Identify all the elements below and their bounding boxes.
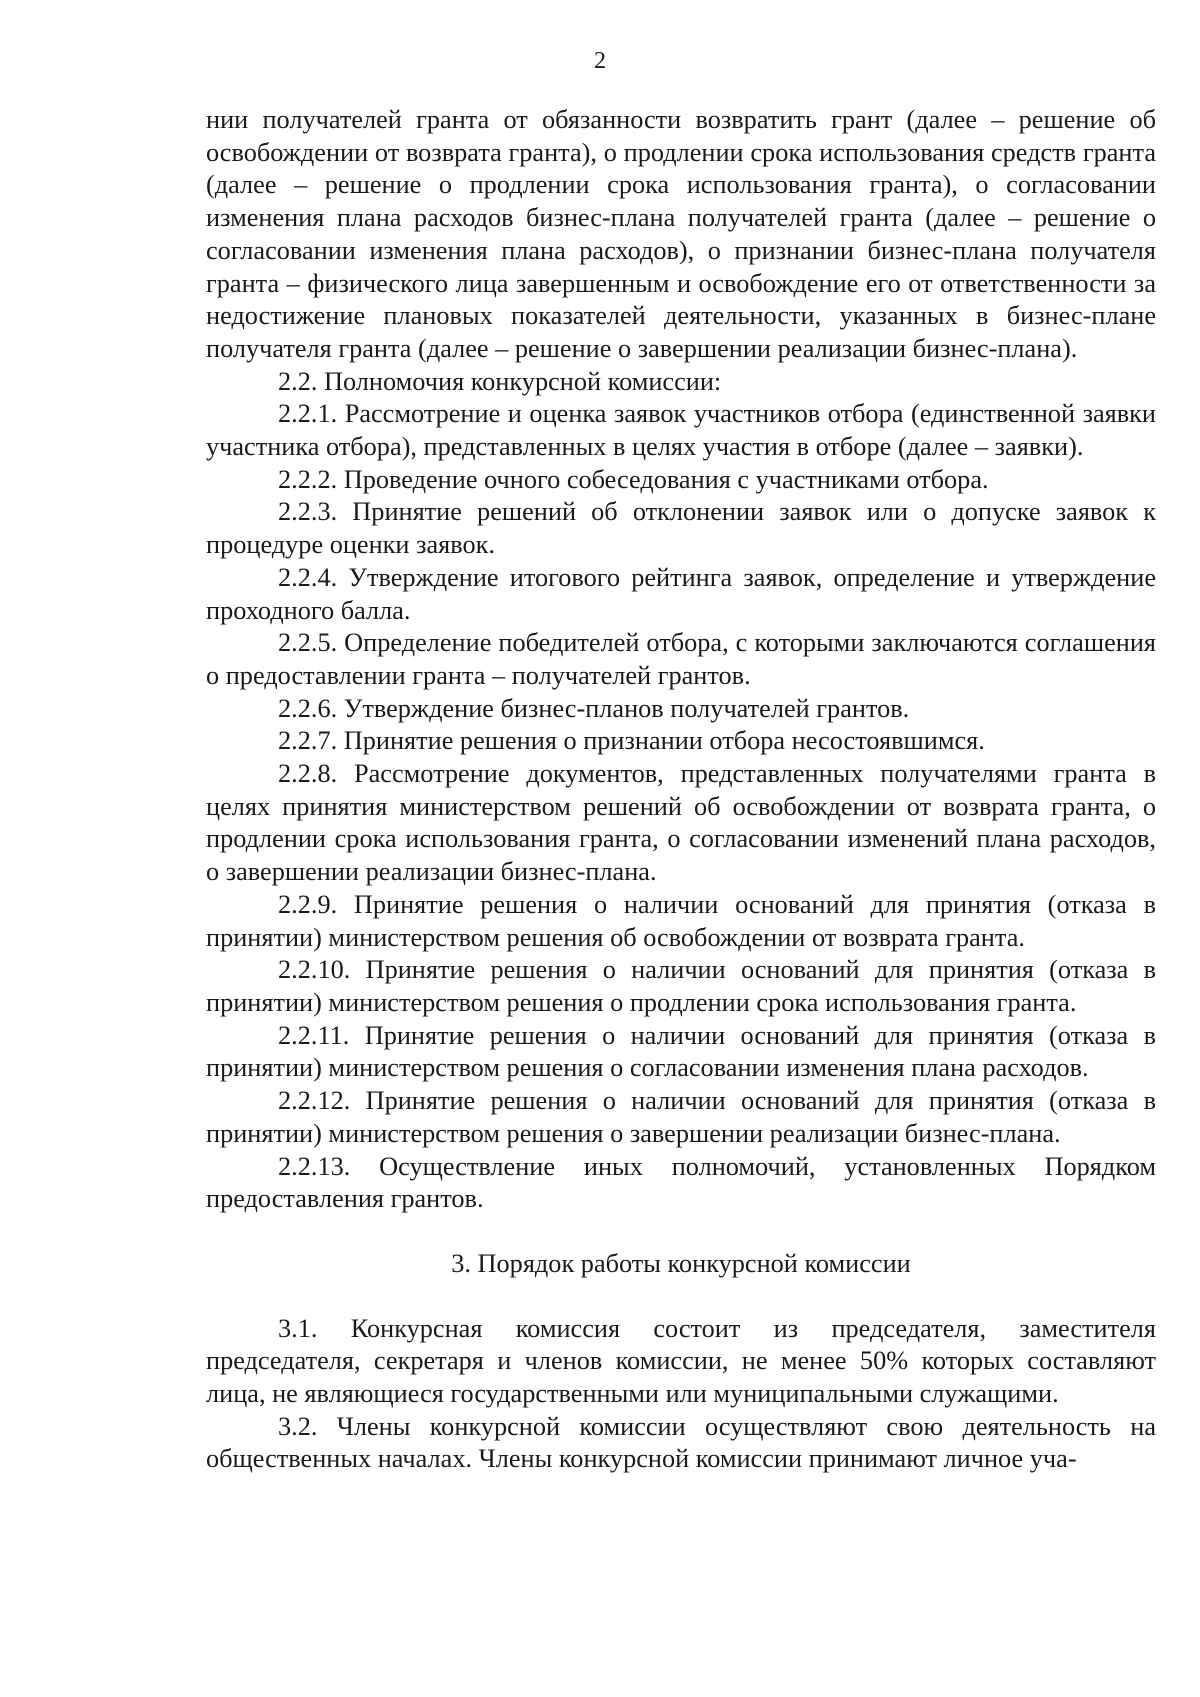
section-heading: 3. Порядок работы конкурсной комиссии xyxy=(451,1248,911,1278)
paragraph-2-2-13: 2.2.13. Осуществление иных полномочий, установленных Порядком предоставления грантов. xyxy=(206,1151,1156,1214)
paragraph-2-2-3: 2.2.3. Принятие решений об отклонении заявок или о допуске заявок к процедуре оценки заявок. xyxy=(206,497,1156,560)
paragraph-2-2-12: 2.2.12. Принятие решения о наличии оснований для принятия (отказа в принятии) министерством решения о завершении реализации бизнес-плана. xyxy=(206,1086,1156,1148)
paragraph-3-2: 3.2. Члены конкурсной комиссии осуществляют свою деятельность на общественных началах. Члены конкурсной комиссии принимают личное уча- xyxy=(206,1411,1156,1474)
document-body xyxy=(206,104,1156,1476)
paragraph-2-2: 2.2. Полномочия конкурсной комиссии: xyxy=(278,366,722,396)
paragraph-2-2-10: 2.2.10. Принятие решения о наличии оснований для принятия (отказа в принятии) министерством решения о продлении срока использования гранта. xyxy=(206,955,1156,1017)
paragraph-2-2-7: 2.2.7. Принятие решения о признании отбора несостоявшимся. xyxy=(278,726,985,756)
paragraph-2-2-6: 2.2.6. Утверждение бизнес-планов получателей грантов. xyxy=(278,693,910,723)
page-number: 2 xyxy=(594,48,606,74)
paragraph-2-2-2: 2.2.2. Проведение очного собеседования с участниками отбора. xyxy=(278,464,989,494)
paragraph-2-2-4: 2.2.4. Утверждение итогового рейтинга заявок, определение и утверждение проходного балла. xyxy=(206,562,1156,625)
paragraph-2-2-5: 2.2.5. Определение победителей отбора, с которыми заключаются соглашения о предоставлении гранта – получателей грантов. xyxy=(206,628,1156,690)
paragraph-2-2-11: 2.2.11. Принятие решения о наличии оснований для принятия (отказа в принятии) министерством решения о согласовании изменения плана расходов. xyxy=(206,1020,1156,1083)
paragraph-2-2-1: 2.2.1. Рассмотрение и оценка заявок участников отбора (единственной заявки участника отбора), представленных в целях участия в отборе (далее – заявки). xyxy=(206,399,1156,462)
paragraph-2-2-8: 2.2.8. Рассмотрение документов, представленных получателями гранта в целях принятия министерством решений об освобождении от возврата гранта, о продлении срока использования гранта, о согласовании изменений плана расходов, о завершении реализации бизнес-плана. xyxy=(206,759,1156,887)
paragraph-2-2-9: 2.2.9. Принятие решения о наличии оснований для принятия (отказа в принятии) министерством решения об освобождении от возврата гранта. xyxy=(206,889,1156,952)
paragraph-3-1: 3.1. Конкурсная комиссия состоит из председателя, заместителя председателя, секретаря и членов комиссии, не менее 50% которых составляют лица, не являющиеся государственными или муниципальными служащими. xyxy=(206,1313,1156,1409)
paragraph-continuation: нии получателей гранта от обязанности возвратить грант (далее – решение об освобождении от возврата гранта), о продлении срока использования средств гранта (далее – решение о продлении срока использования гранта), о согласовании изменения плана расходов бизнес-плана получателей гранта (далее – решение о согласовании изменения плана расходов), о признании бизнес-плана получателя гранта – физического лица завершенным и освобождение его от ответственности за недостижение плановых показателей деятельности, указанных в бизнес-плане получателя гранта (далее – решение о завершении реализации бизнес-плана). xyxy=(206,105,1156,363)
